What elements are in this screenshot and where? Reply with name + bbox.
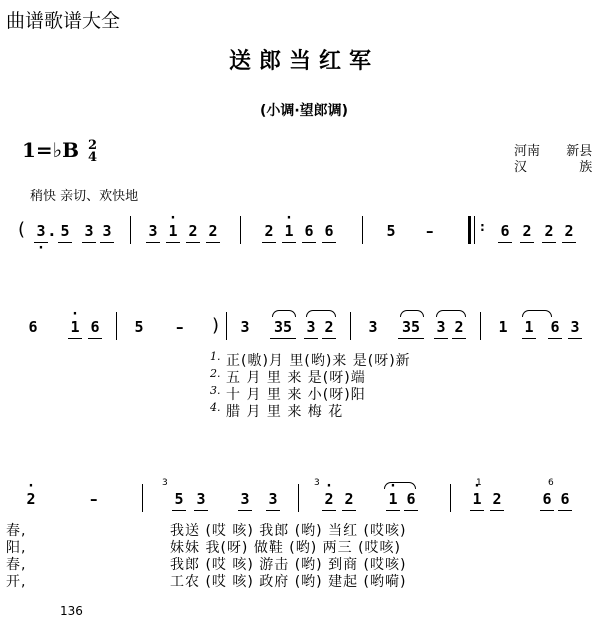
note: 2 — [342, 490, 356, 508]
note: 3 — [304, 318, 318, 336]
score-row-3 — [0, 478, 608, 520]
slur — [306, 310, 336, 317]
score-row-1 — [0, 219, 608, 252]
note: 5 — [58, 222, 72, 240]
note: 6 — [498, 222, 512, 240]
note: 5 — [172, 490, 186, 508]
dot-ext: . — [49, 222, 55, 240]
note: 2 — [322, 318, 336, 336]
verse-lead: 春, — [6, 523, 27, 539]
note: 3 — [240, 318, 250, 336]
note: 2 — [562, 222, 576, 240]
verse-line — [210, 401, 600, 418]
verse-line — [6, 537, 606, 554]
note: 3 — [146, 222, 160, 240]
note: 3 — [238, 490, 252, 508]
verse-line — [210, 367, 600, 384]
note: · 1 — [386, 490, 400, 508]
slur — [522, 310, 552, 317]
note: 3 — [194, 490, 208, 508]
time-sig-bottom: 4 — [87, 149, 98, 165]
time-sig-top: 2 — [87, 137, 98, 153]
note: 3 — [434, 318, 448, 336]
note: 6 — [322, 222, 336, 240]
note: 35 — [270, 318, 296, 336]
grace-note: 6 — [548, 478, 554, 488]
note: 3 — [82, 222, 96, 240]
tempo-marking: 稍快 亲切、欢快地 — [30, 189, 139, 204]
repeat-dots: : — [480, 220, 485, 234]
barline — [240, 216, 241, 244]
note: 6 — [88, 318, 102, 336]
verse-number: 3. — [210, 384, 221, 397]
note: · 1 — [282, 222, 296, 240]
verse-lyric: 腊 月 里 来 梅 花 — [226, 404, 344, 420]
note: 2 — [520, 222, 534, 240]
verse-line — [6, 554, 606, 571]
verses-block-1 — [210, 350, 600, 418]
note: 3 — [568, 318, 582, 336]
note: · 1 — [470, 490, 484, 508]
note: 1 — [498, 318, 508, 336]
verse-lyric: 我送 (哎 咳) 我郎 (哟) 当红 (哎咳) — [170, 523, 407, 539]
barline — [116, 312, 117, 340]
verse-lyric: 十 月 里 来 小(呀)阳 — [226, 387, 366, 403]
note: · 1 — [166, 222, 180, 240]
grace-note: 3 — [162, 478, 168, 488]
verse-lyric: 五 月 里 来 是(呀)端 — [226, 370, 366, 386]
note: 6 — [558, 490, 572, 508]
origin-province: 河南 — [514, 144, 541, 159]
note: 2 — [542, 222, 556, 240]
verse-lyric: 我郎 (哎 咳) 游击 (哟) 到商 (哎咳) — [170, 557, 407, 573]
verses-block-2 — [6, 520, 606, 588]
note: 2 — [262, 222, 276, 240]
note: 2 — [452, 318, 466, 336]
open-paren: ( — [18, 219, 26, 240]
origin-ethnic-1: 汉 — [514, 160, 528, 175]
note: 2 — [206, 222, 220, 240]
verse-lead: 阳, — [6, 540, 27, 556]
verse-lead: 春, — [6, 557, 27, 573]
song-title: 送郎当红军 — [228, 49, 379, 74]
barline — [298, 484, 299, 512]
barline — [350, 312, 351, 340]
origin-ethnic-2: 族 — [579, 160, 593, 175]
note: 2 — [186, 222, 200, 240]
dash: – — [90, 490, 98, 508]
grace-note: 3 — [314, 478, 320, 488]
note: 6 — [404, 490, 418, 508]
key-signature — [22, 138, 97, 164]
key-label: 1=♭B — [22, 138, 80, 162]
note: 35 — [398, 318, 424, 336]
verse-line — [210, 384, 600, 401]
verse-lyric: 妹妹 我(呀) 做鞋 (哟) 两三 (哎咳) — [170, 540, 402, 556]
page-number-fragment: 136 — [60, 604, 83, 618]
repeat-barline — [474, 216, 475, 244]
note: 6 — [540, 490, 554, 508]
time-signature — [87, 137, 98, 165]
note: 6 — [302, 222, 316, 240]
song-subtitle: (小调·望郎调) — [259, 103, 349, 119]
score-row-2 — [0, 315, 608, 348]
note: 5 — [386, 222, 396, 240]
note: 6 — [28, 318, 38, 336]
origin-county: 新县 — [566, 144, 593, 159]
slur — [272, 310, 296, 317]
verse-lyric: 正(嗷)月 里(哟)来 是(呀)新 — [226, 353, 411, 369]
barline — [142, 484, 143, 512]
note: 5 — [134, 318, 144, 336]
origin-line-2 — [514, 156, 592, 175]
dash: – — [426, 222, 434, 240]
barline — [480, 312, 481, 340]
slur — [436, 310, 466, 317]
barline — [450, 484, 451, 512]
verse-line — [210, 350, 600, 367]
note: 1 — [522, 318, 536, 336]
note: · 3 — [34, 222, 48, 240]
note: 3 — [266, 490, 280, 508]
verse-line — [6, 571, 606, 588]
note: 3 — [100, 222, 114, 240]
verse-lyric: 工农 (哎 咳) 政府 (哟) 建起 (哟嗬) — [170, 574, 407, 590]
verse-number: 1. — [210, 350, 221, 363]
verse-line — [6, 520, 606, 537]
barline — [362, 216, 363, 244]
note: · 1 — [68, 318, 82, 336]
grace-note: 1 — [476, 478, 482, 488]
note: 2 — [490, 490, 504, 508]
dash: – — [176, 318, 184, 336]
barline — [226, 312, 227, 340]
slur — [400, 310, 424, 317]
barline — [130, 216, 131, 244]
verse-lead: 开, — [6, 574, 27, 590]
repeat-barline — [468, 216, 471, 244]
note: 6 — [548, 318, 562, 336]
note: 3 — [368, 318, 378, 336]
note: · 2 — [322, 490, 336, 508]
site-watermark: 曲谱歌谱大全 — [6, 10, 121, 32]
note: · 2 — [24, 490, 38, 508]
close-paren: ) — [212, 315, 220, 336]
verse-number: 4. — [210, 401, 221, 414]
verse-number: 2. — [210, 367, 221, 380]
